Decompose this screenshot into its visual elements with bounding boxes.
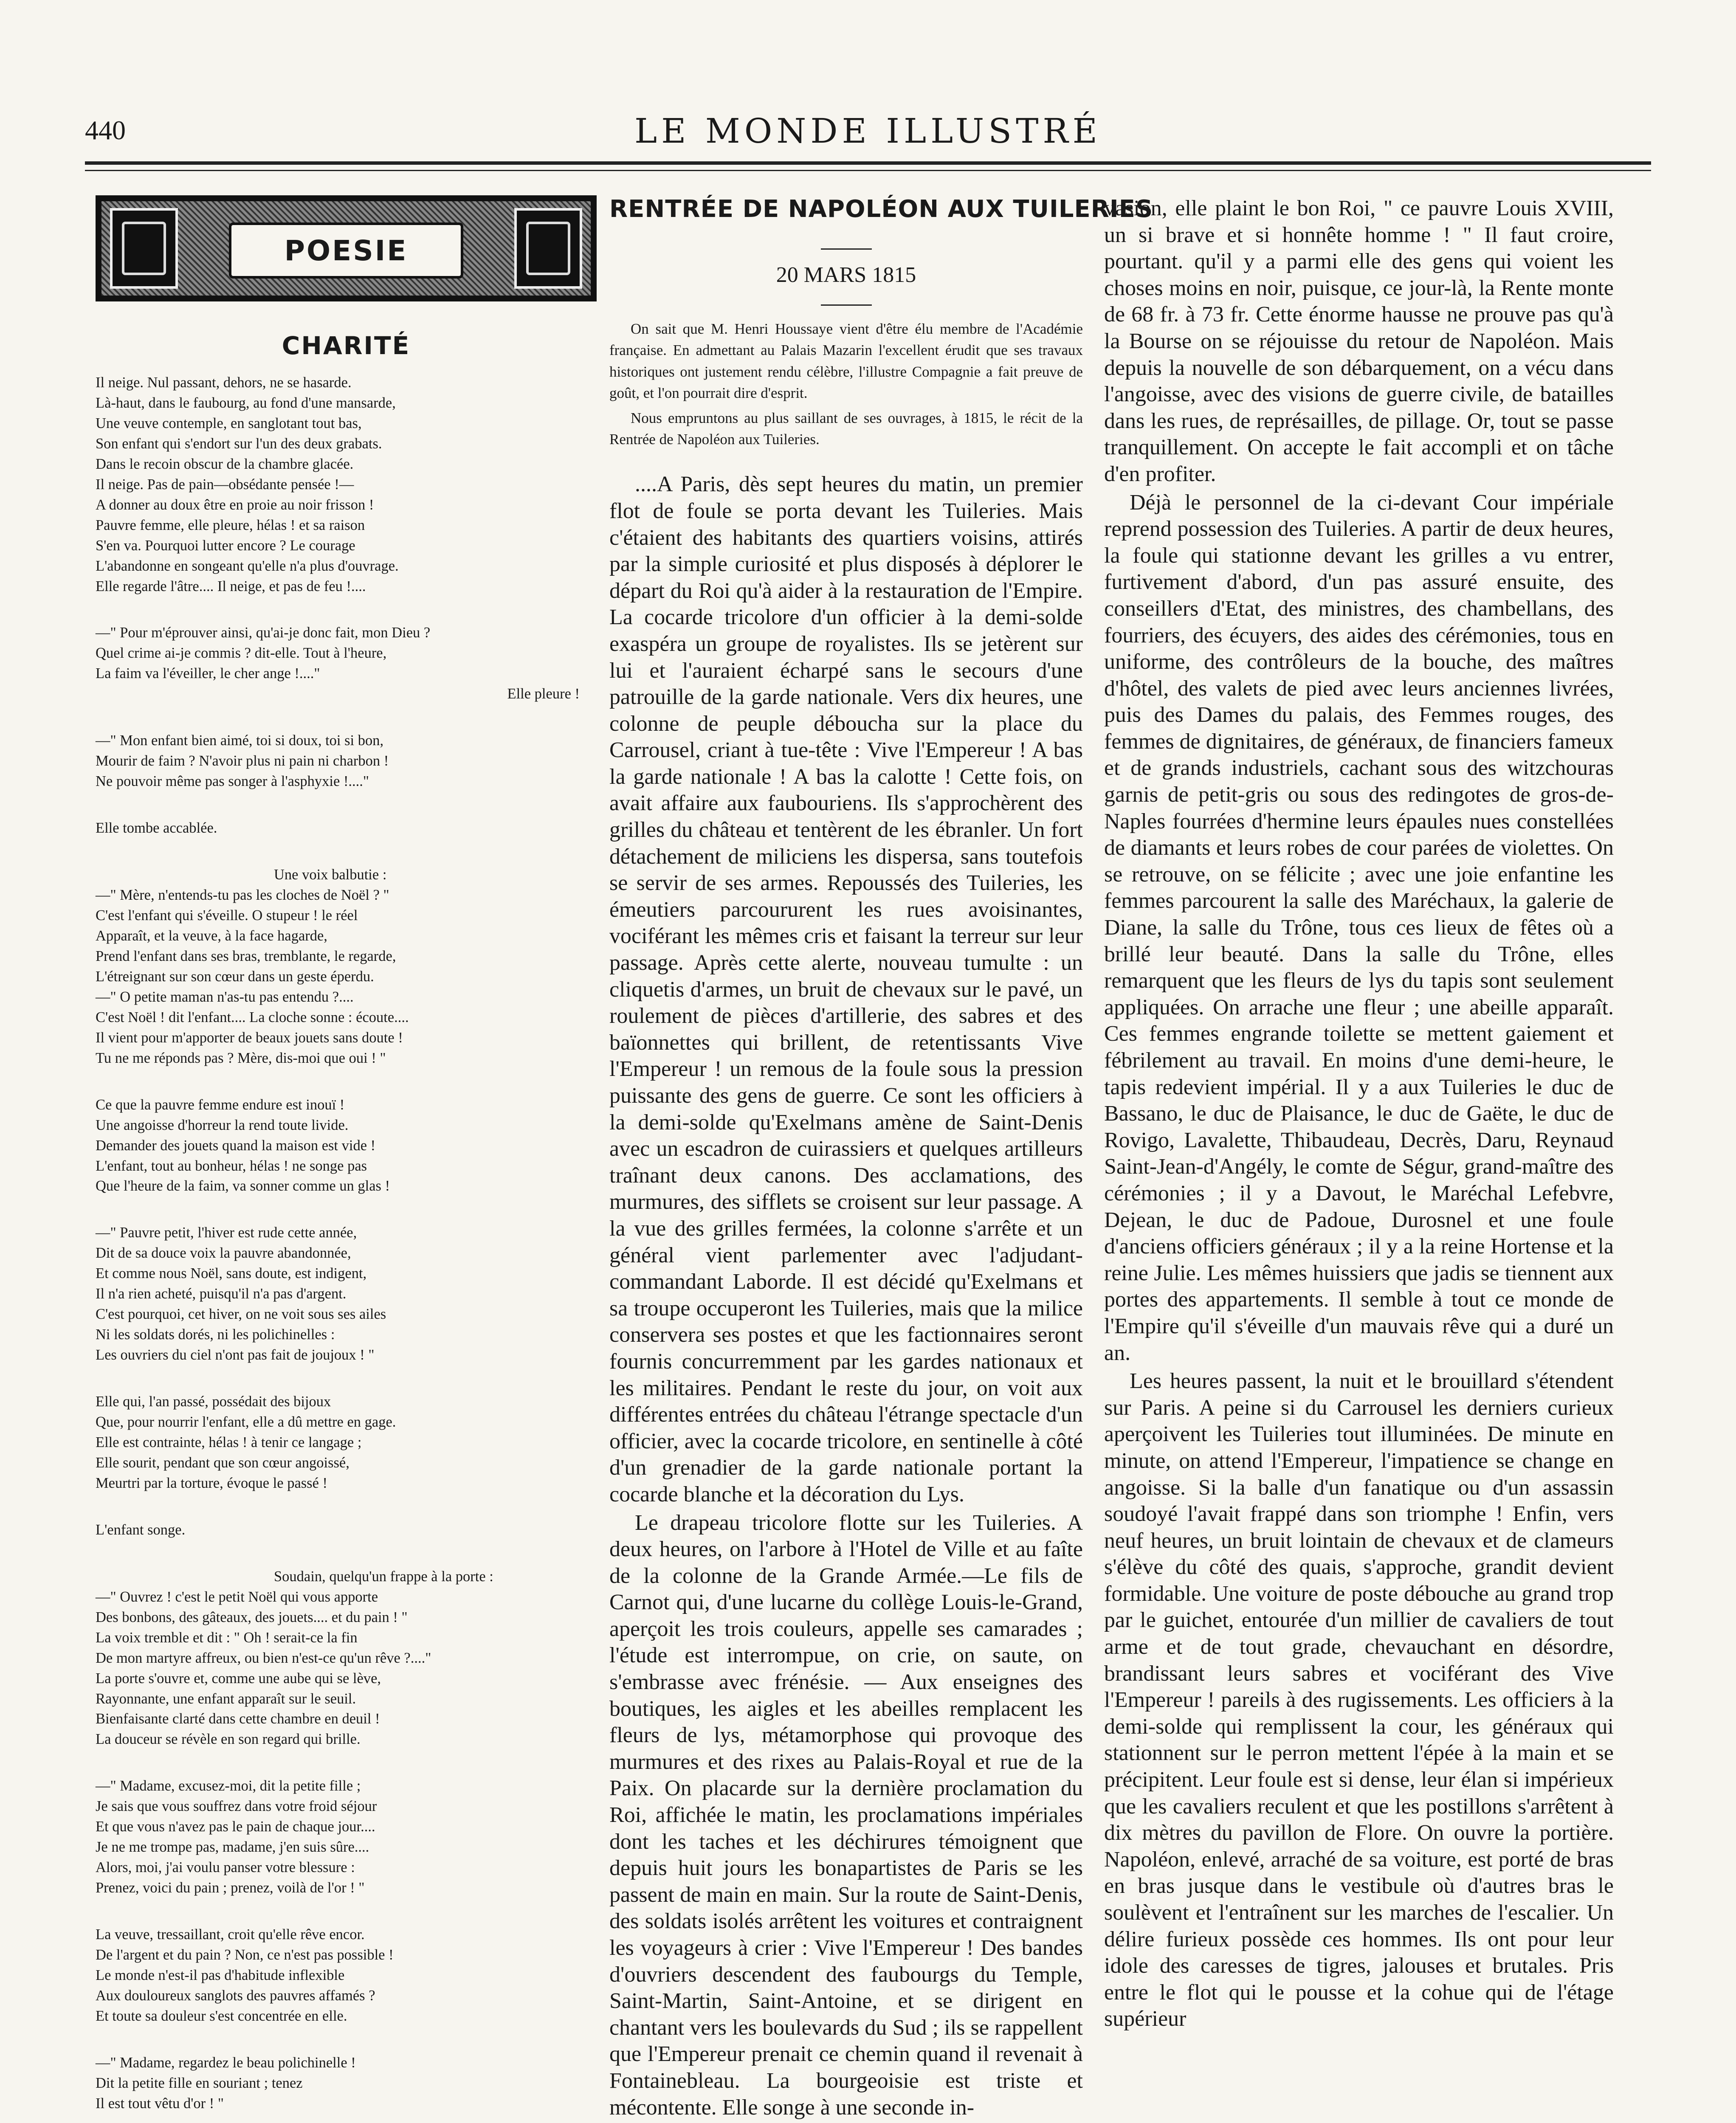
poem-line: La douceur se révèle en son regard qui brille. <box>96 1731 361 1748</box>
poem-line: L'étreignant sur son cœur dans un geste éperdu. <box>96 968 374 985</box>
article-title: RENTRÉE DE NAPOLÉON AUX TUILERIES <box>609 195 1153 223</box>
article-paragraph: Déjà le personnel de la ci-devant Cour impériale reprend possession des Tuileries. A partir de deux heures, la foule qui stationne devant les grilles a vu entrer, furtivement d'abord, d'un pas assuré ensuite, des conseillers d'Etat, des ministres, des chambellans, des fourriers, des écuyers, des aides des cérémonies, tous en uniforme, des contrôleurs de la bouche, des maîtres d'hôtel, des valets de pied avec leurs anciennes livrées, puis des Dames du palais, des Femmes rouges, des femmes de dignitaires, de généraux, de financiers fameux et de grands industriels, cachant sous des witzchouras garnis de petit-gris ou sous des redingotes de gros-de-Naples fourrées d'hermine leurs épaules nues constellées de diamants et leurs robes de cour parées de violettes. On se retrouve, on se félicite ; avec une joie enfantine les femmes parcourent la salle des Maréchaux, la galerie de Diane, la salle du Trône, tous ces lieux de fêtes où a brillé leur beauté. Dans la salle du Trône, elles remarquent que les fleurs de lys du tapis sont seulement appliquées. On arrache une fleur ; une abeille apparaît. Ces femmes engrande toilette se mettent gaiement et fébrilement au travail. En moins d'une demi-heure, le tapis redevient impérial. Il y a aux Tuileries le duc de Bassano, le duc de Plaisance, le duc de Gaëte, le duc de Rovigo, Lavalette, Thibaudeau, Decrès, Daru, Reynaud Saint-Jean-d'Angély, le comte de Ségur, grand-maître des cérémonies ; il y a Davout, le Maréchal Lefebvre, Dejean, le duc de Padoue, Durosnel et une foule d'anciens officiers généraux ; il y a la reine Hortense et la reine Julie. Les mêmes huissiers que jadis se tiennent aux portes des appartements. Il semble à tout ce monde de l'Empire qu'il s'éveille d'un mauvais rêve qui a duré un an. <box>1104 490 1614 1365</box>
poem-line: Une voix balbutie : <box>274 867 387 883</box>
poem-line: Meurtri par la torture, évoque le passé ! <box>96 1475 328 1491</box>
poem-line: Elle est contrainte, hélas ! à tenir ce langage ; <box>96 1434 362 1450</box>
poem-line: Il vient pour m'apporter de beaux jouets sans doute ! <box>96 1029 403 1046</box>
poem-line: —" Ouvrez ! c'est le petit Noël qui vous apporte <box>96 1588 378 1605</box>
poem-line: C'est l'enfant qui s'éveille. O stupeur ! le réel <box>96 907 358 924</box>
poem-line: Rayonnante, une enfant apparaît sur le seuil. <box>96 1690 356 1707</box>
poem-line: Et toute sa douleur s'est concentrée en elle. <box>96 2008 347 2024</box>
intro-paragraph: Nous empruntons au plus saillant de ses ouvrages, à 1815, le récit de la Rentrée de Napoléon aux Tuileries. <box>609 409 1083 448</box>
poem-line: La porte s'ouvre et, comme une aube qui se lève, <box>96 1670 381 1687</box>
poem-line: —" Mère, n'entends-tu pas les cloches de Noël ? " <box>96 887 389 904</box>
poem-line: Les ouvriers du ciel n'ont pas fait de joujoux ! " <box>96 1347 375 1363</box>
date-rule <box>821 304 872 306</box>
poem-line: Quel crime ai-je commis ? dit-elle. Tout à l'heure, <box>96 645 387 662</box>
article-body-continued <box>1104 195 1614 2033</box>
poem-stanza <box>96 1392 597 1494</box>
poem-line: Apparaît, et la veuve, à la face hagarde, <box>96 927 327 944</box>
poem-line: Elle pleure ! <box>507 686 580 702</box>
poem-title: CHARITÉ <box>282 331 411 360</box>
poem-line: Mourir de faim ? N'avoir plus ni pain ni charbon ! <box>96 753 389 769</box>
poem-line: Bienfaisante clarté dans cette chambre en deuil ! <box>96 1711 380 1727</box>
poem-line: Soudain, quelqu'un frappe à la porte : <box>274 1568 493 1585</box>
poem-line: Une veuve contemple, en sanglotant tout bas, <box>96 415 362 431</box>
poem-line: Des bonbons, des gâteaux, des jouets.... et du pain ! " <box>96 1609 408 1625</box>
poem-stanza <box>96 1567 597 1750</box>
poem-line: Il est tout vêtu d'or ! " <box>96 2095 224 2112</box>
poem-stanza <box>96 731 597 792</box>
article-date: 20 MARS 1815 <box>776 263 916 287</box>
ornament-right-icon <box>514 208 582 289</box>
poem-line: S'en va. Pourquoi lutter encore ? Le courage <box>96 537 355 554</box>
poem-line: —" Madame, regardez le beau polichinelle ! <box>96 2054 356 2071</box>
poem-line: Prenez, voici du pain ; prenez, voilà de l'or ! " <box>96 1880 365 1896</box>
ornament-left-icon <box>110 208 178 289</box>
poem-line: La veuve, tressaillant, croit qu'elle rêve encor. <box>96 1926 365 1943</box>
header-rule-thin <box>85 170 1651 171</box>
poetry-banner <box>96 195 597 301</box>
poem-line: Et comme nous Noël, sans doute, est indigent, <box>96 1265 367 1282</box>
poem-line: De mon martyre affreux, ou bien n'est-ce qu'un rêve ?...." <box>96 1650 431 1666</box>
poem-line: Elle regarde l'âtre.... Il neige, et pas de feu !.... <box>96 578 366 594</box>
poem-stanza <box>96 1520 597 1540</box>
poem-line: Tu ne me réponds pas ? Mère, dis-moi que oui ! " <box>96 1050 386 1066</box>
poem-stanza <box>96 865 597 1069</box>
poem-line: Je ne me trompe pas, madame, j'en suis sûre.... <box>96 1839 369 1856</box>
poem-line: A donner au doux être en proie au noir frisson ! <box>96 496 374 513</box>
poem-line: Ne pouvoir même pas songer à l'asphyxie !...." <box>96 773 369 790</box>
poem-line: Je sais que vous souffrez dans votre froid séjour <box>96 1798 377 1815</box>
poem-line: De l'argent et du pain ? Non, ce n'est pas possible ! <box>96 1947 394 1963</box>
poem-line: L'enfant, tout au bonheur, hélas ! ne songe pas <box>96 1157 367 1174</box>
poem-line: Dit la petite fille en souriant ; tenez <box>96 2075 303 2091</box>
poem-line: La faim va l'éveiller, le cher ange !...." <box>96 665 320 682</box>
article-body <box>609 471 1083 2121</box>
poem-line: Là-haut, dans le faubourg, au fond d'une mansarde, <box>96 394 396 411</box>
poetry-column <box>96 195 597 2123</box>
poetry-banner-label: POESIE <box>229 222 463 279</box>
poem-line: Il neige. Nul passant, dehors, ne se hasarde. <box>96 374 352 391</box>
poem-stanza <box>96 1223 597 1366</box>
article-column-2 <box>1104 195 1614 2123</box>
poem-stanza <box>96 2053 597 2114</box>
poem-line: —" Madame, excusez-moi, dit la petite fille ; <box>96 1778 361 1794</box>
poem-line: Il neige. Pas de pain—obsédante pensée !— <box>96 476 354 493</box>
poem-line: Dit de sa douce voix la pauvre abandonnée, <box>96 1245 351 1261</box>
poem-line: L'abandonne en songeant qu'elle n'a plus d'ouvrage. <box>96 557 399 574</box>
poem-line: Ce que la pauvre femme endure est inouï ! <box>96 1096 345 1113</box>
poem-line: C'est pourquoi, cet hiver, on ne voit sous ses ailes <box>96 1306 386 1323</box>
poem-stanza <box>96 818 597 839</box>
article-paragraph: vasion, elle plaint le bon Roi, " ce pauvre Louis XVIII, un si brave et si honnête homme ! " Il faut croire, pourtant. qu'il y a parmi elle des gens qui voient les choses moins en noir, puisque, ce jour-là, la Rente monte de 68 fr. à 73 fr. Cette énorme hausse ne prouve pas qu'à la Bourse on se réjouisse du retour de Napoléon. Mais depuis la nouvelle de son débarquement, on a vécu dans l'angoisse, avec des visions de guerre civile, de batailles dans les rues, de représailles, de pillage. Or, tout se passe tranquillement. On accepte le fait accompli et on tâche d'en profiter. <box>1104 196 1614 486</box>
poem-line: Une angoisse d'horreur la rend toute livide. <box>96 1117 349 1133</box>
poem-line: —" Pour m'éprouver ainsi, qu'ai-je donc fait, mon Dieu ? <box>96 625 431 641</box>
poem-stanza <box>96 623 597 704</box>
poem-body <box>96 373 597 2123</box>
poem-line: Son enfant qui s'endort sur l'un des deux grabats. <box>96 435 382 452</box>
intro-paragraph: On sait que M. Henri Houssaye vient d'être élu membre de l'Académie française. En admettant au Palais Mazarin l'excellent érudit que ses travaux historiques ont justement rendu célèbre, l'illustre Compagnie a fait preuve de goût, et l'on pourrait dire d'esprit. <box>609 321 1083 402</box>
article-column-1 <box>609 195 1153 2123</box>
poem-stanza <box>96 1776 597 1898</box>
article-paragraph: Les heures passent, la nuit et le brouillard s'étendent sur Paris. A peine si du Carrousel les derniers curieux aperçoivent les Tuileries tout illuminées. De minute en minute, on attend l'Empereur, l'impatience se change en angoisse. Si la balle d'un fanatique ou d'un assassin soudoyé l'avait frappé dans son triomphe ! Enfin, vers neuf heures, un bruit lointain de chevaux et de clameurs s'élève du côté des quais, s'approche, grandit devient formidable. Une voiture de poste débouche au grand trop par le guichet, entourée d'un millier de cavaliers de tout arme et de tout grade, chevauchant en désordre, brandissant leurs sabres et vociférant des Vive l'Empereur ! pareils à des rugissements. Les officiers à la demi-solde qui remplissent la cour, les généraux qui stationnent sur le perron mettent l'épée à la main et se précipitent. Leur foule est si dense, leur élan si impérieux que les cavaliers reculent et que les postillons s'arrêtent à dix mètres du pavillon de Flore. On ouvre la portière. Napoléon, enlevé, arraché de sa voiture, est porté de bras en bras jusque dans le vestibule où d'autres bras le soulèvent et l'entraînent sur les marches de l'escalier. Un délire furieux possède ces hommes. Ils ont pour leur idole des caresses de tigres, jalouses et brutales. Pris entre le flot qui le pousse et la cohue qui de l'étage supérieur <box>1104 1369 1614 2031</box>
poem-line: —" Mon enfant bien aimé, toi si doux, toi si bon, <box>96 732 384 749</box>
poem-line: Que, pour nourrir l'enfant, elle a dû mettre en gage. <box>96 1414 396 1430</box>
poem-line: Le monde n'est-il pas d'habitude inflexible <box>96 1967 345 1983</box>
poem-line: Demander des jouets quand la maison est vide ! <box>96 1137 376 1154</box>
poem-line: Il n'a rien acheté, puisqu'il n'a pas d'argent. <box>96 1286 347 1302</box>
poem-line: —" Pauvre petit, l'hiver est rude cette année, <box>96 1225 357 1241</box>
poem-stanza <box>96 1925 597 2027</box>
poem-line: Que l'heure de la faim, va sonner comme un glas ! <box>96 1178 390 1194</box>
poem-line: C'est Noël ! dit l'enfant.... La cloche sonne : écoute.... <box>96 1009 409 1025</box>
poem-line: Prend l'enfant dans ses bras, tremblante, le regarde, <box>96 948 396 964</box>
header-rule <box>85 161 1651 165</box>
poem-stanza <box>96 373 597 597</box>
poem-line: Pauvre femme, elle pleure, hélas ! et sa raison <box>96 517 365 533</box>
poem-line: La voix tremble et dit : " Oh ! serait-ce la fin <box>96 1629 358 1646</box>
masthead: LE MONDE ILLUSTRÉ <box>634 111 1102 151</box>
poem-line: Alors, moi, j'ai voulu panser votre blessure : <box>96 1859 355 1876</box>
page-number: 440 <box>85 115 126 145</box>
poem-line: Aux douloureux sanglots des pauvres affamés ? <box>96 1987 375 2004</box>
title-rule <box>821 248 872 250</box>
poem-line: Et que vous n'avez pas le pain de chaque jour.... <box>96 1819 375 1835</box>
poem-line: Elle sourit, pendant que son cœur angoissé, <box>96 1454 349 1471</box>
poem-line: L'enfant songe. <box>96 1521 186 1538</box>
article-paragraph: ....A Paris, dès sept heures du matin, un premier flot de foule se porta devant les Tuileries. Mais c'étaient des habitants des quartiers voisins, attirés par la simple curiosité et plus disposés à déplorer le départ du Roi qu'à aider à la restauration de l'Empire. La cocarde tricolore d'un officier à la demi-solde exaspéra un groupe de royalistes. Ils se jetèrent sur lui et l'auraient écharpé sans le secours d'une patrouille de la garde nationale. Vers dix heures, une colonne de peuple déboucha sur la place du Carrousel, criant à tue-tête : Vive l'Empereur ! A bas la garde nationale ! A bas la calotte ! Cette fois, on avait affaire aux faubouriens. Ils s'approchèrent des grilles du château et tentèrent de les ébranler. Un fort détachement de miliciens les dispersa, sans toutefois se servir de ses armes. Repoussés des Tuileries, les émeutiers parcoururent les rues avoisinantes, vociférant les mêmes cris et faisant la terreur sur leur passage. Après cette alerte, nouveau tumulte : un cliquetis d'armes, un bruit de chevaux sur le pavé, un roulement de pièces d'artillerie, des sabres et des baïonnettes qui brillent, de retentissants Vive l'Empereur ! un remous de la foule sous la pression puissante des gens de guerre. Ce sont les officiers à la demi-solde qu'Exelmans amène de Saint-Denis avec un escadron de cuirassiers et quelques artilleurs traînant deux canons. Des acclamations, des murmures, des sifflets se croisent sur leur passage. A la vue des grilles fermées, la colonne s'arrête et un général vient parlementer avec l'adjudant-commandant Laborde. Il est décidé qu'Exelmans et sa troupe occuperont les Tuileries, mais que la milice conservera ses postes et que les factionnaires seront fournis concurremment par les gardes nationaux et les militaires. Pendant le reste du jour, on voit aux différentes entrées du château l'étrange spectacle d'un officier, avec la cocarde tricolore, en sentinelle à côté d'un grenadier de la garde nationale portant la cocarde blanche et la décoration du Lys. <box>609 472 1083 1506</box>
poem-line: Elle tombe accablée. <box>96 820 217 836</box>
article-paragraph: Le drapeau tricolore flotte sur les Tuileries. A deux heures, on l'arbore à l'Hotel de Ville et au faîte de la colonne de la Grande Armée.—Le fils de Carnot qui, d'une lucarne du collège Louis-le-Grand, aperçoit les trois couleurs, appelle ses camarades ; l'étude est interrompue, on crie, on saute, on s'embrasse avec frénésie. — Aux enseignes des boutiques, les aigles et les abeilles remplacent les fleurs de lys, métamorphose qui provoque des murmures et des rixes au Palais-Royal et rue de la Paix. On placarde sur la dernière proclamation du Roi, affichée le matin, les proclamations impériales dont les taches et les déchirures témoignent que depuis huit jours les bonapartistes de Paris se les passent de main en main. Sur la route de Saint-Denis, des soldats isolés arrêtent les voitures et contraignent les voyageurs à crier : Vive l'Empereur ! Des bandes d'ouvriers descendent des faubourgs du Temple, Saint-Martin, Saint-Antoine, et se dirigent en chantant vers les boulevards du Sud ; ils se rappellent que l'Empereur prenait ce chemin quand il revenait à Fontainebleau. La bourgeoisie est triste et mécontente. Elle songe à une seconde in- <box>609 1510 1083 2120</box>
poem-line: Elle qui, l'an passé, possédait des bijoux <box>96 1394 331 1410</box>
poem-stanza <box>96 1095 597 1197</box>
poem-line: Ni les soldats dorés, ni les polichinelles : <box>96 1326 335 1343</box>
poem-line: —" O petite maman n'as-tu pas entendu ?.... <box>96 988 354 1005</box>
poem-line: Dans le recoin obscur de la chambre glacée. <box>96 456 354 472</box>
